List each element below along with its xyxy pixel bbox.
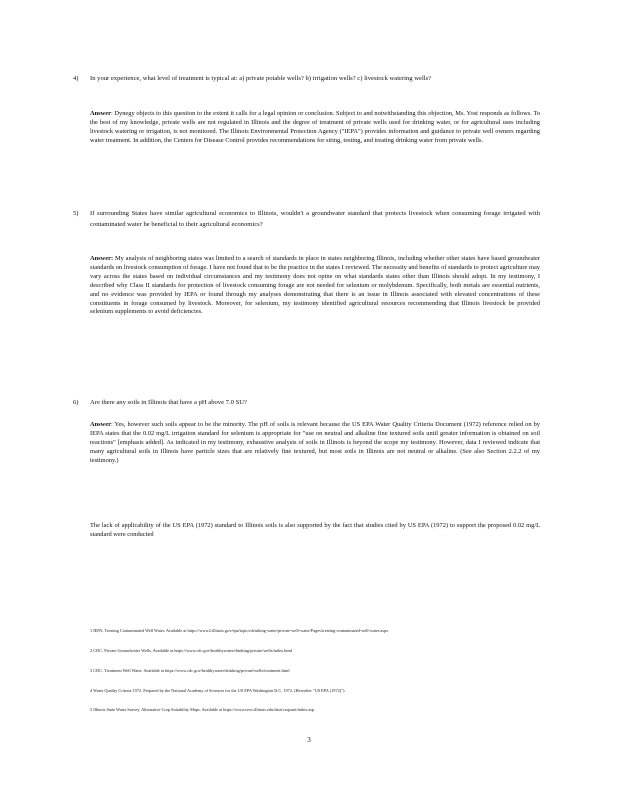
footnote-1: 1 IEPA, Treating Contaminated Well Water. Available at https://www2.illinois.gov/epa/topics/drinking-water/private-well-water/Pages/treating-contaminated-well-water.aspx (90, 628, 389, 633)
page-number: 3 (307, 736, 311, 744)
answer-label: Answer (90, 110, 111, 117)
answer-text: : Yes, however such soils appear to be the minority. The pH of soils is relevant because the US EPA Water Quality Criteria Document (1972) reference relied on by IEPA states that the 0.02 mg/L irrigation standard for selenium is appropriate for "use on neutral and alkaline fine textured soils until greater information is obtained on soil reactions" [emphasis added]. As indicated in my testimony, exhaustive analysis of soils in Illinois is beyond the scope my testimony. However, data I reviewed indicate that many agricultural soils in Illinois have particle sizes that are relatively fine textured, but most soils in Illinois are not neutral or alkaline. (See also Section 2.2.2 of my testimony.) (90, 421, 540, 464)
footnote-4: 4 Water Quality Criteria 1972. Prepared by the National Academy of Sciences for the US EPA Washington D.C. 1972. (Hereafter "US EPA (1972)"). (90, 688, 346, 693)
paragraph-text: The lack of applicability of the US EPA (1972) standard to Illinois soils is also supported by the fact that studies cited by US EPA (1972) to support the proposed 0.02 mg/L standard were conducted (90, 522, 540, 538)
answer-6 (90, 421, 540, 466)
question-4 (73, 73, 540, 84)
question-number: 6) (73, 399, 79, 406)
question-text: Are there any soils in Illinois that have a pH above 7.0 SU? (90, 399, 247, 406)
answer-text: : Dynegy objects to this question to the extent it calls for a legal opinion or conclusion. Subject to and notwithstanding this objection, Ms. Yost responds as follows. To the best of my knowledge, private wells are not regulated in Illinois and the degree of treatment of private wells used for drinking water, or for agricultural uses including livestock watering or irrigation, is not monitored. The Illinois Environmental Protection Agency ("IEPA") provides information and guidance to private well owners regarding water treatment. In addition, the Centers for Disease Control provides recommendations for siting, testing, and treating drinking water from private wells. (90, 110, 540, 144)
question-text: In your experience, what level of treatment is typical at: a) private potable wells? b) irrigation wells? c) livestock watering wells? (90, 75, 432, 82)
question-6 (73, 397, 540, 408)
answer-label: Answer: (90, 255, 114, 262)
answer-6-continuation (90, 522, 540, 540)
footnote-3: 3 CDC, Treatment Well Water. Available at https://www.cdc.gov/healthywater/drinking/private/wells/treatment.html (90, 668, 290, 673)
footnote-5: 5 Illinois State Water Survey, Alternative Crop Suitability Maps. Available at https://www.isws.illinois.edu/data/cropsuit/index.asp (90, 707, 315, 712)
question-number: 4) (73, 75, 79, 82)
footnote-2: 2 CDC, Private Groundwater Wells. Available at https://www.cdc.gov/healthywater/drinking/private/wells/index.html (90, 648, 293, 653)
answer-text: My analysis of neighboring states was limited to a search of standards in place in states neighboring Illinois, including whether other states have based groundwater standards on livestock consumption of forage. I have not found that to be the practice in the states I reviewed. The necessity and benefits of standards to protect agriculture may vary across the states based on individual circumstances and my testimony does not opine on what standards states other than Illinois should adopt. In my testimony, I described why Class II standards for protection of livestock consuming forage are not needed for selenium or molybdenum. Specifically, both metals are essential nutrients, and no evidence was provided by IEPA or found through my analyses demonstrating that there is an issue in Illinois associated with elevated concentrations of these constituents in forage consumed by livestock. Moreover, for selenium, my testimony identified agricultural resources recommending that Illinois livestock be provided selenium supplements to avoid deficiencies. (90, 255, 540, 316)
question-text: If surrounding States have similar agricultural economics to Illinois, wouldn't a groundwater standard that protects livestock when consuming forage irrigated with contaminated water be beneficial to their agricultural economics? (90, 210, 540, 228)
question-number: 5) (73, 210, 79, 217)
question-5 (73, 208, 540, 230)
answer-5 (90, 255, 540, 317)
answer-4 (90, 110, 540, 146)
answer-label: Answer (90, 421, 111, 428)
